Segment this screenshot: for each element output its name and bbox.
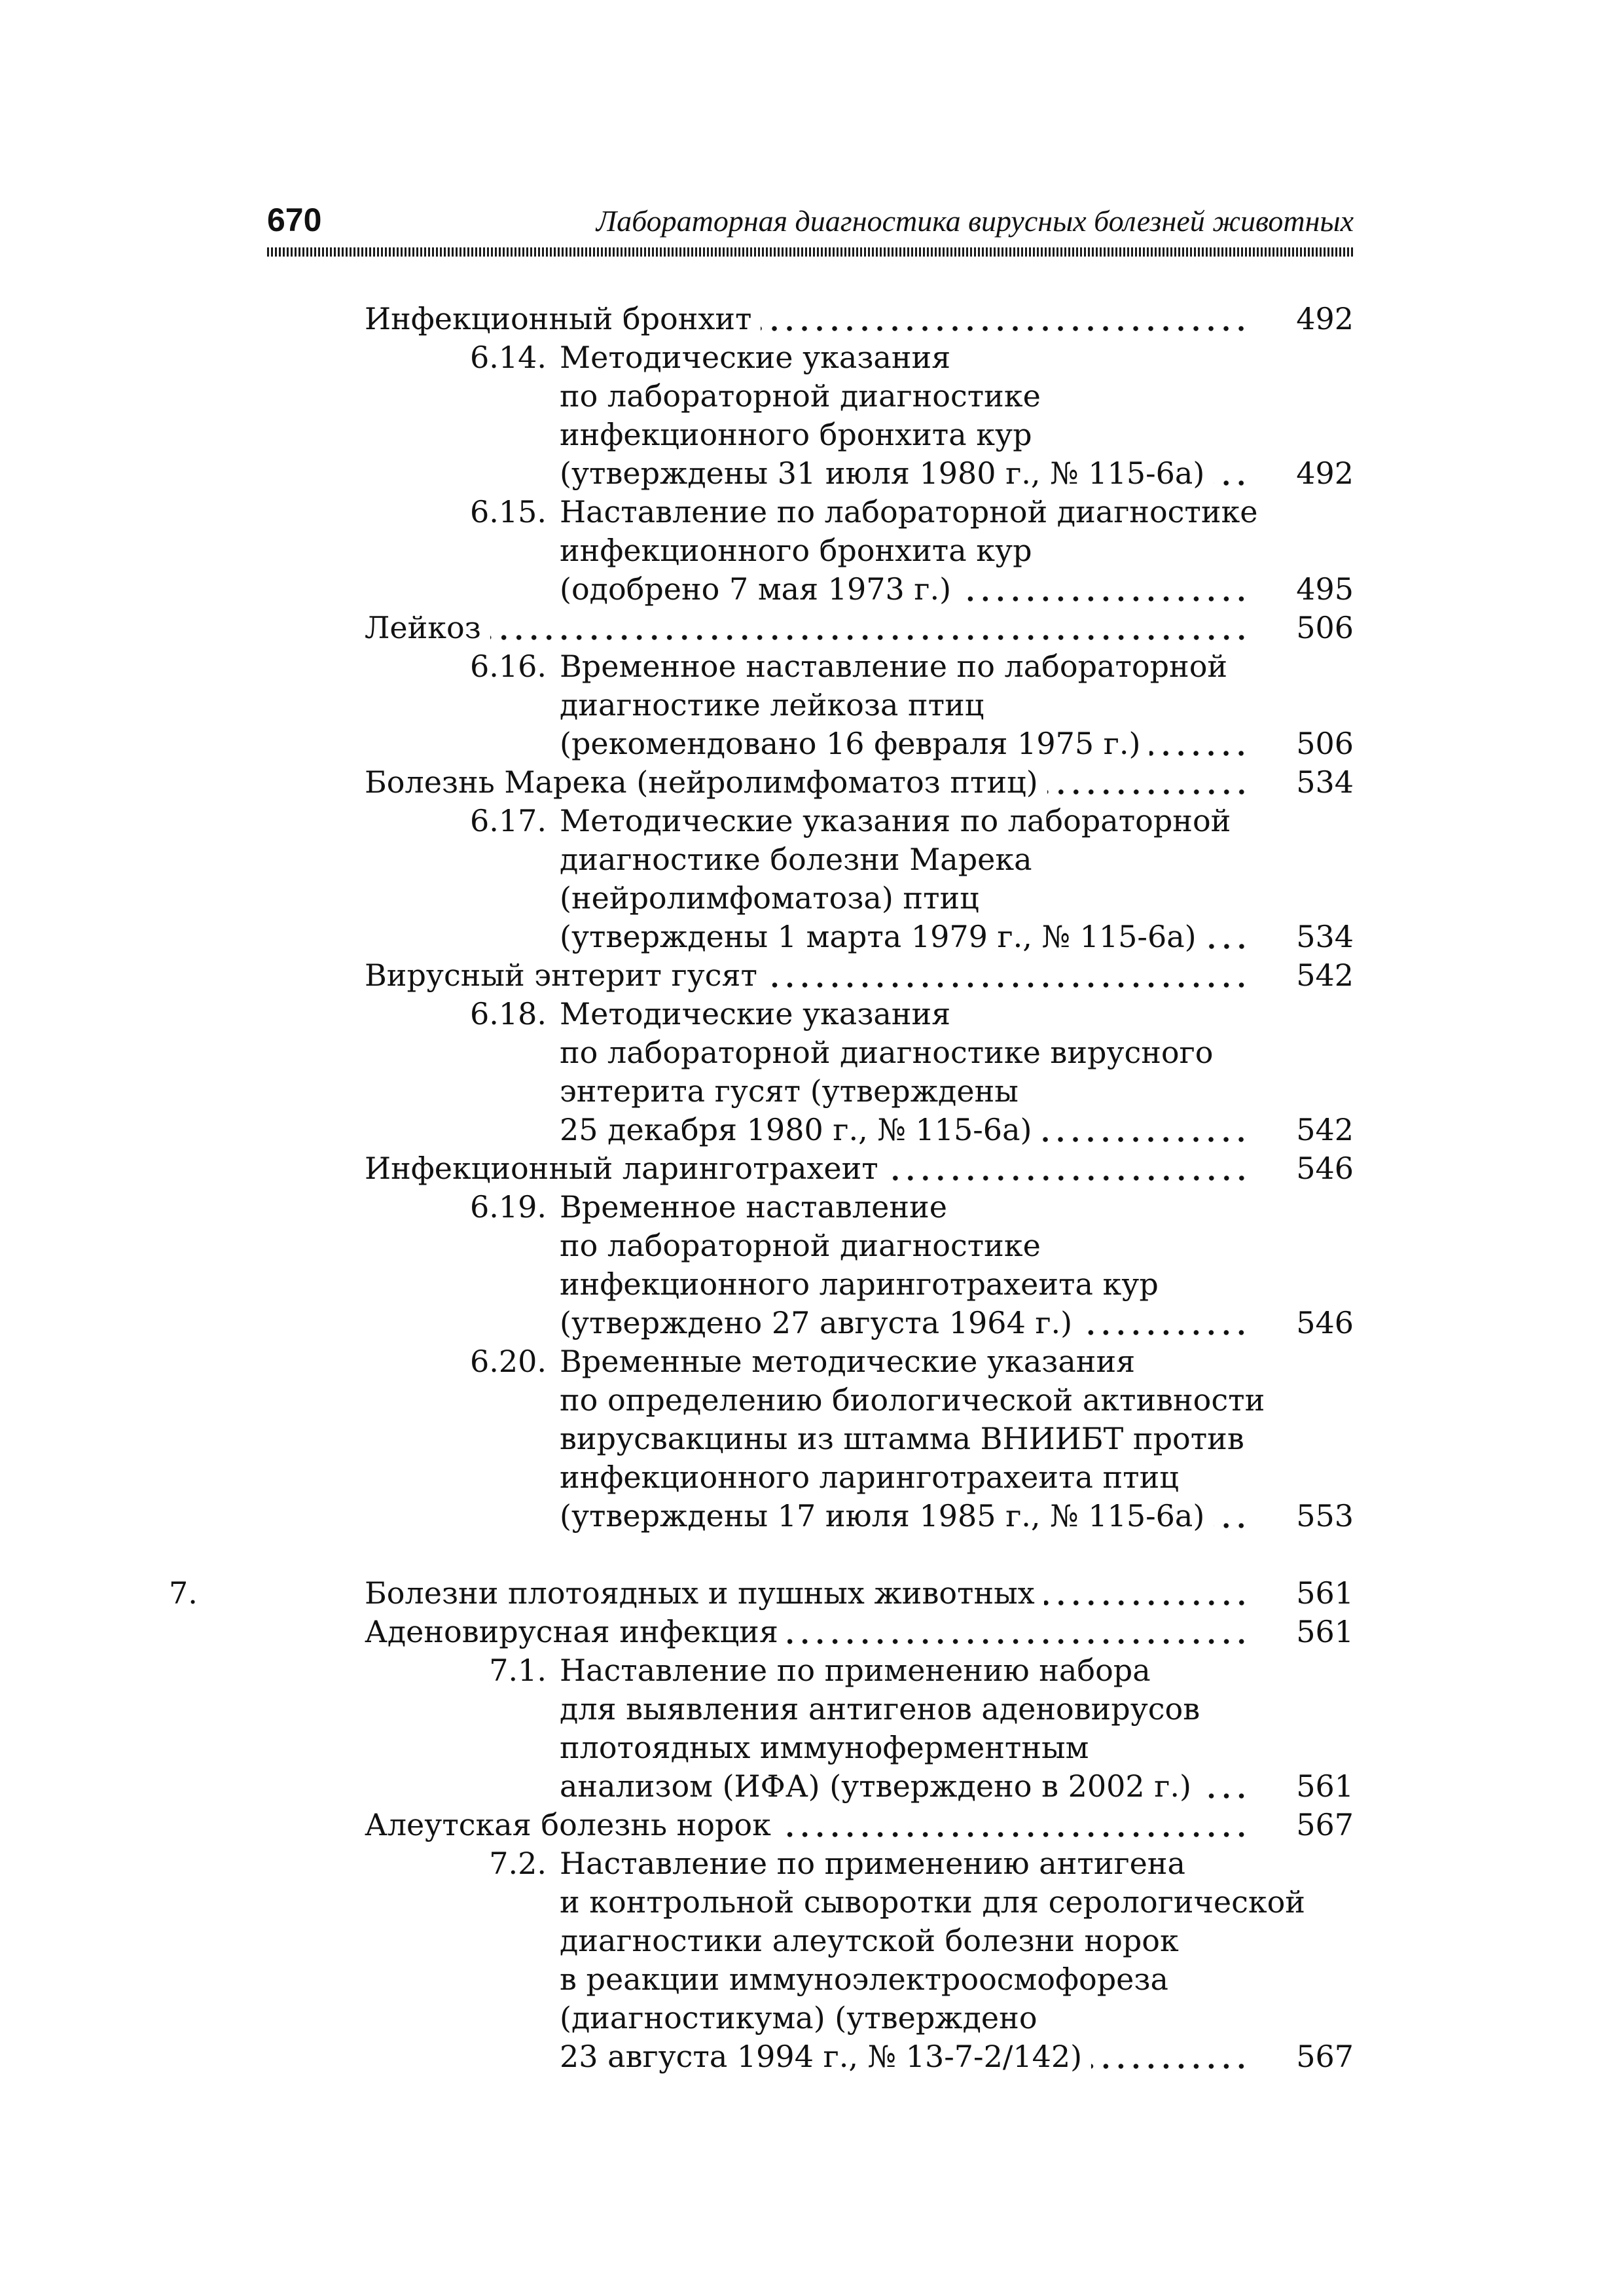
toc-entry-title: анализом (ИФА) (утверждено в 2002 г.) [560,1767,1200,1806]
toc-entry-number: 6.18. [469,996,547,1031]
toc-entry-title: инфекционного бронхита кур [560,417,1032,452]
toc-page-number: 495 [1296,571,1354,607]
toc-entry-number: 6.17. [469,803,547,838]
dot-leader [560,1111,1249,1149]
toc-entry-title: по определению биологической активности [560,1382,1265,1418]
toc-page-number: 534 [1296,919,1354,954]
toc-entry-disease [0,609,1354,647]
toc-page-number: 546 [1296,1151,1354,1186]
toc-entry-title: инфекционного ларинготрахеита кур [560,1266,1159,1302]
dot-leader [560,2037,1249,2076]
toc-entry-number: 6.14. [469,340,547,375]
dot-leader [560,725,1249,763]
toc-entry-title: Лейкоз [365,609,490,647]
toc-entry-title: Наставление по применению набора [560,1653,1151,1688]
toc-entry-doc [0,1651,1354,1806]
toc-entry-title: (утверждены 1 марта 1979 г., № 115-6а) [560,918,1206,956]
toc-entry-disease [0,1613,1354,1651]
toc-entry-title: энтерита гусят (утверждены [560,1073,1019,1109]
toc-entry-title: Болезнь Марека (нейролимфоматоз птиц) [365,763,1047,802]
dot-leader [365,1574,1249,1613]
dot-leader [365,300,1249,338]
toc-entry-title: (рекомендовано 16 февраля 1975 г.) [560,725,1149,763]
toc-entry-doc [0,493,1354,609]
page-number: 670 [267,202,322,238]
toc-page-number: 561 [1296,1768,1354,1804]
toc-entry-title: Наставление по применению антигена [560,1846,1185,1881]
toc-page-number: 567 [1296,2039,1354,2074]
toc-page-number: 561 [1296,1614,1354,1649]
toc-page-number: 506 [1296,726,1354,761]
dot-leader [560,1497,1249,1535]
toc-entry-title: вирусвакцины из штамма ВНИИБТ против [560,1421,1244,1456]
dot-leader [560,1304,1249,1342]
header-rule [267,247,1354,257]
toc-entry-title: Временное наставление [560,1189,947,1225]
dot-leader [365,763,1249,802]
toc-entry-doc [0,1342,1354,1535]
dot-leader [365,1806,1249,1844]
page-header [267,200,1354,240]
dot-leader [560,1767,1249,1806]
toc-page-number: 534 [1296,764,1354,800]
toc-entry-title: и контрольной сыворотки для серологической [560,1884,1305,1920]
toc-entry-title: Инфекционный бронхит [365,300,761,338]
dot-leader [365,956,1249,995]
dot-leader [365,1149,1249,1188]
toc-entry-title: Временные методические указания [560,1344,1136,1379]
toc-entry-title: Временное наставление по лабораторной [560,649,1228,684]
toc-entry-title: Аденовирусная инфекция [365,1613,787,1651]
toc-entry-title: диагностике лейкоза птиц [560,687,984,723]
toc-entry-title: (одобрено 7 мая 1973 г.) [560,570,960,609]
toc-entry-title: Методические указания [560,340,951,375]
toc-entry-title: 23 августа 1994 г., № 13-7-2/142) [560,2037,1091,2076]
toc-page-number: 546 [1296,1305,1354,1340]
toc-entry-title: Вирусный энтерит гусят [365,956,767,995]
toc-page-number: 561 [1296,1575,1354,1611]
toc-entry-title: Болезни плотоядных и пушных животных [365,1574,1044,1613]
toc-entry-title: в реакции иммуноэлектроосмофореза [560,1962,1168,1997]
dot-leader [560,570,1249,609]
toc-entry-number: 7.2. [489,1846,547,1881]
toc-page-number: 492 [1296,301,1354,336]
toc-entry-number: 7.1. [489,1653,547,1688]
toc-entry-doc [0,1188,1354,1342]
toc-entry-title: (утверждены 17 июля 1985 г., № 115-6а) [560,1497,1214,1535]
toc-entry-title: Методические указания [560,996,951,1031]
toc-entry-title: Инфекционный ларинготрахеит [365,1149,888,1188]
toc-page-number: 542 [1296,958,1354,993]
toc-page-number: 553 [1296,1498,1354,1534]
toc-page-number: 506 [1296,610,1354,645]
toc-entry-title: для выявления антигенов аденовирусов [560,1691,1200,1727]
toc-entry-doc [0,1844,1354,2076]
toc-entry-title: диагностике болезни Марека [560,842,1032,877]
toc-entry-disease [0,1806,1354,1844]
toc-entry-title: (нейролимфоматоза) птиц [560,880,979,916]
toc-entry-number: 6.20. [469,1344,547,1379]
toc-entry-chapter [0,1574,1354,1613]
toc-entry-title: Наставление по лабораторной диагностике [560,494,1258,529]
toc-entry-doc [0,995,1354,1149]
toc-entry-title: Методические указания по лабораторной [560,803,1231,838]
toc-entry-title: по лабораторной диагностике [560,378,1041,414]
dot-leader [365,1613,1249,1651]
toc-entry-title: (утверждены 31 июля 1980 г., № 115-6а) [560,454,1214,493]
toc-entry-number: 7. [169,1575,198,1611]
toc-entry-title: инфекционного ларинготрахеита птиц [560,1460,1179,1495]
toc-page-number: 492 [1296,456,1354,491]
toc-entry-doc [0,647,1354,763]
toc-entry-title: по лабораторной диагностике вирусного [560,1035,1214,1070]
dot-leader [365,609,1249,647]
toc-entry-disease [0,300,1354,338]
dot-leader [560,454,1249,493]
toc-entry-number: 6.16. [469,649,547,684]
toc-entry-title: (утверждено 27 августа 1964 г.) [560,1304,1081,1342]
dot-leader [560,918,1249,956]
toc-entry-title: 25 декабря 1980 г., № 115-6а) [560,1111,1041,1149]
toc-entry-number: 6.15. [469,494,547,529]
running-title: Лабораторная диагностика вирусных болезней животных [596,204,1354,238]
toc-entry-disease [0,956,1354,995]
toc-entry-title: Алеутская болезнь норок [365,1806,780,1844]
toc-entry-title: (диагностикума) (утверждено [560,2000,1038,2036]
toc-page-number: 542 [1296,1112,1354,1147]
toc-entry-title: плотоядных иммуноферментным [560,1730,1089,1765]
toc-entry-number: 6.19. [469,1189,547,1225]
toc-entry-doc [0,338,1354,493]
toc-entry-doc [0,802,1354,956]
toc-entry-title: инфекционного бронхита кур [560,533,1032,568]
toc-entry-title: по лабораторной диагностике [560,1228,1041,1263]
toc-entry-title: диагностики алеутской болезни норок [560,1923,1179,1958]
toc-entry-disease [0,1149,1354,1188]
toc-page-number: 567 [1296,1807,1354,1842]
toc-entry-disease [0,763,1354,802]
